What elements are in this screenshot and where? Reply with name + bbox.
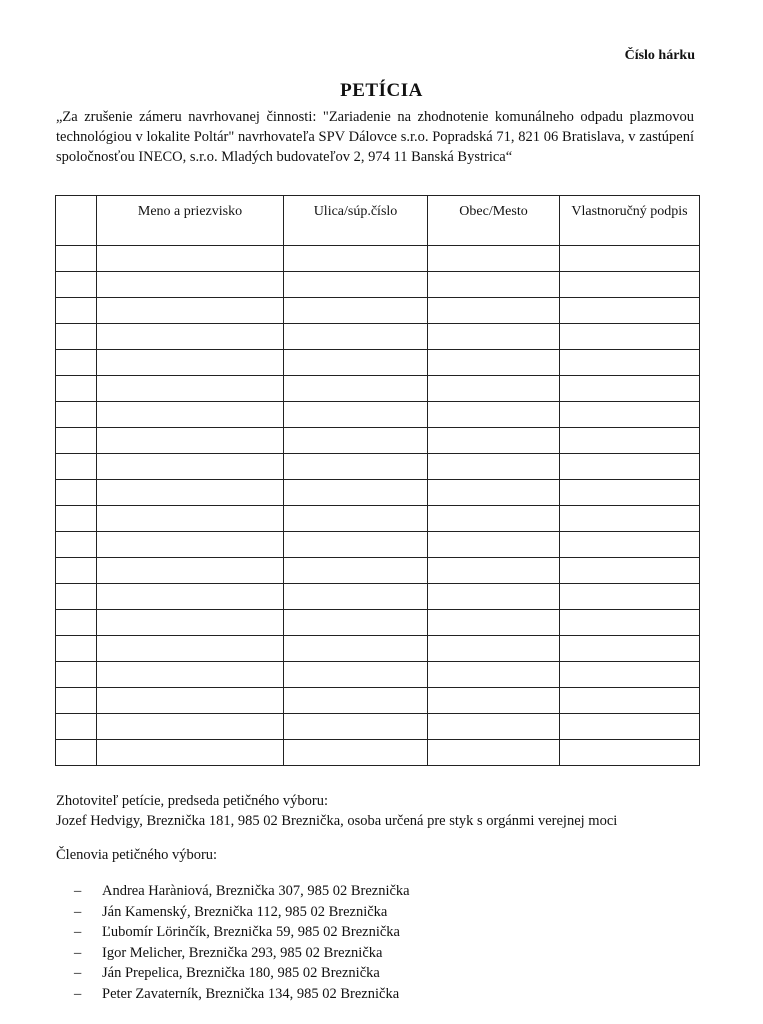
cell-street <box>284 532 428 558</box>
list-item <box>74 922 410 943</box>
cell-street <box>284 376 428 402</box>
cell-city <box>428 662 560 688</box>
cell-street <box>284 298 428 324</box>
cell-number <box>56 662 97 688</box>
dash-bullet: – <box>74 883 82 899</box>
cell-name <box>97 246 284 272</box>
cell-street <box>284 714 428 740</box>
cell-number <box>56 714 97 740</box>
cell-number <box>56 272 97 298</box>
cell-signature <box>560 246 700 272</box>
cell-name <box>97 506 284 532</box>
cell-city <box>428 506 560 532</box>
cell-signature <box>560 324 700 350</box>
members-heading: Členovia petičného výboru: <box>56 847 218 863</box>
list-item <box>74 963 410 984</box>
author-heading: Zhotoviteľ petície, predseda petičného výboru: <box>56 793 329 809</box>
cell-city <box>428 740 560 766</box>
cell-name <box>97 272 284 298</box>
cell-signature <box>560 402 700 428</box>
cell-signature <box>560 714 700 740</box>
list-item <box>74 943 410 964</box>
cell-street <box>284 558 428 584</box>
cell-number <box>56 506 97 532</box>
cell-city <box>428 688 560 714</box>
author-details: Jozef Hedvigy, Breznička 181, 985 02 Breznička, osoba určená pre styk s orgánmi verejnej moci <box>56 813 618 829</box>
cell-number <box>56 636 97 662</box>
cell-signature <box>560 298 700 324</box>
cell-city <box>428 558 560 584</box>
cell-name <box>97 714 284 740</box>
cell-name <box>97 350 284 376</box>
cell-city <box>428 298 560 324</box>
table-row <box>56 454 700 480</box>
cell-street <box>284 428 428 454</box>
cell-street <box>284 454 428 480</box>
table-row <box>56 428 700 454</box>
cell-signature <box>560 610 700 636</box>
table-row <box>56 480 700 506</box>
table-row <box>56 402 700 428</box>
cell-number <box>56 688 97 714</box>
cell-street <box>284 480 428 506</box>
table-row <box>56 610 700 636</box>
cell-name <box>97 532 284 558</box>
cell-city <box>428 584 560 610</box>
table-row <box>56 688 700 714</box>
cell-city <box>428 714 560 740</box>
table-row <box>56 532 700 558</box>
list-item <box>74 881 410 902</box>
cell-street <box>284 610 428 636</box>
list-item <box>74 902 410 923</box>
cell-signature <box>560 350 700 376</box>
cell-number <box>56 740 97 766</box>
cell-city <box>428 272 560 298</box>
cell-signature <box>560 506 700 532</box>
member-text: Ľubomír Lörinčík, Breznička 59, 985 02 Breznička <box>102 924 400 940</box>
cell-number <box>56 246 97 272</box>
cell-signature <box>560 688 700 714</box>
table-row <box>56 376 700 402</box>
cell-street <box>284 662 428 688</box>
cell-number <box>56 402 97 428</box>
document-title: PETÍCIA <box>340 80 423 101</box>
member-text: Igor Melicher, Breznička 293, 985 02 Breznička <box>102 944 383 961</box>
cell-number <box>56 376 97 402</box>
header-street: Ulica/súp.číslo <box>284 196 428 246</box>
table-header-row <box>56 196 700 246</box>
cell-number <box>56 610 97 636</box>
member-text: Andrea Haràniová, Breznička 307, 985 02 Breznička <box>102 883 410 899</box>
committee-members-list <box>74 881 410 1004</box>
cell-street <box>284 402 428 428</box>
member-text: Peter Zavaterník, Breznička 134, 985 02 Breznička <box>102 985 400 1002</box>
cell-number <box>56 454 97 480</box>
cell-street <box>284 272 428 298</box>
dash-bullet: – <box>74 965 82 981</box>
table-row <box>56 506 700 532</box>
petition-author <box>56 791 736 831</box>
cell-street <box>284 324 428 350</box>
cell-signature <box>560 584 700 610</box>
cell-street <box>284 350 428 376</box>
cell-signature <box>560 636 700 662</box>
cell-number <box>56 480 97 506</box>
cell-street <box>284 506 428 532</box>
cell-name <box>97 610 284 636</box>
header-signature: Vlastnoručný podpis <box>560 196 700 246</box>
cell-signature <box>560 272 700 298</box>
cell-number <box>56 298 97 324</box>
cell-number <box>56 350 97 376</box>
cell-name <box>97 740 284 766</box>
cell-signature <box>560 662 700 688</box>
cell-city <box>428 324 560 350</box>
table-row <box>56 636 700 662</box>
cell-name <box>97 480 284 506</box>
cell-name <box>97 324 284 350</box>
cell-city <box>428 402 560 428</box>
cell-signature <box>560 376 700 402</box>
table-row <box>56 324 700 350</box>
cell-city <box>428 636 560 662</box>
table-row <box>56 714 700 740</box>
cell-city <box>428 532 560 558</box>
table-row <box>56 584 700 610</box>
cell-signature <box>560 428 700 454</box>
member-text: Ján Kamenský, Breznička 112, 985 02 Breznička <box>102 903 388 920</box>
header-city: Obec/Mesto <box>428 196 560 246</box>
table-row <box>56 662 700 688</box>
cell-name <box>97 558 284 584</box>
cell-signature <box>560 558 700 584</box>
cell-signature <box>560 454 700 480</box>
cell-name <box>97 662 284 688</box>
cell-signature <box>560 532 700 558</box>
member-text: Ján Prepelica, Breznička 180, 985 02 Breznička <box>102 965 380 981</box>
dash-bullet: – <box>74 903 82 920</box>
cell-street <box>284 636 428 662</box>
table-row <box>56 558 700 584</box>
table-body <box>56 246 700 766</box>
table-row <box>56 350 700 376</box>
cell-number <box>56 558 97 584</box>
dash-bullet: – <box>74 985 82 1002</box>
cell-name <box>97 688 284 714</box>
cell-name <box>97 584 284 610</box>
cell-city <box>428 428 560 454</box>
cell-city <box>428 376 560 402</box>
petition-intro: „Za zrušenie zámeru navrhovanej činnosti: "Zariadenie na zhodnotenie komunálneho odpadu plazmovou technológiou v lokalite Poltár" navrhovateľa SPV Dálovce s.r.o. Popradská 71, 821 06 Bratislava, v zastúpení spoločnosťou INECO, s.r.o. Mladých budovateľov 2, 974 11 Banská Bystrica“ <box>56 109 694 165</box>
dash-bullet: – <box>74 944 82 961</box>
header-number <box>56 196 97 246</box>
cell-number <box>56 428 97 454</box>
cell-number <box>56 324 97 350</box>
cell-name <box>97 298 284 324</box>
sheet-number-label: Číslo hárku <box>624 48 695 63</box>
cell-name <box>97 376 284 402</box>
table-row <box>56 740 700 766</box>
cell-number <box>56 584 97 610</box>
list-item <box>74 984 410 1005</box>
cell-city <box>428 610 560 636</box>
cell-name <box>97 636 284 662</box>
table-row <box>56 272 700 298</box>
cell-name <box>97 402 284 428</box>
table-row <box>56 246 700 272</box>
cell-city <box>428 480 560 506</box>
cell-number <box>56 532 97 558</box>
cell-street <box>284 740 428 766</box>
cell-signature <box>560 480 700 506</box>
cell-name <box>97 428 284 454</box>
header-name: Meno a priezvisko <box>97 196 284 246</box>
cell-street <box>284 246 428 272</box>
cell-name <box>97 454 284 480</box>
cell-city <box>428 350 560 376</box>
cell-city <box>428 454 560 480</box>
signature-table <box>55 195 700 766</box>
table-row <box>56 298 700 324</box>
cell-street <box>284 688 428 714</box>
cell-signature <box>560 740 700 766</box>
dash-bullet: – <box>74 924 82 940</box>
cell-city <box>428 246 560 272</box>
cell-street <box>284 584 428 610</box>
